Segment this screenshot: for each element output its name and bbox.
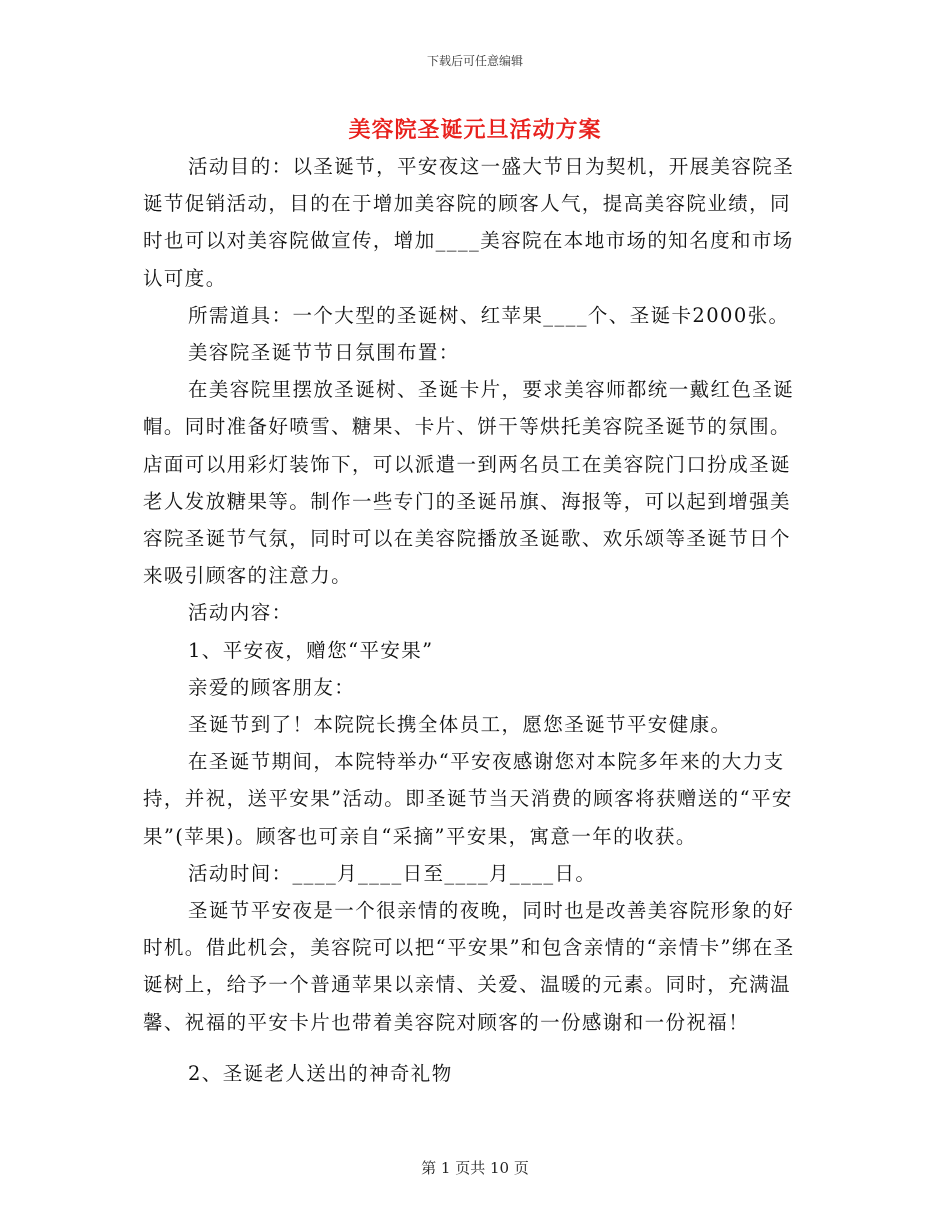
paragraph-wish: 圣诞节到了！本院院长携全体员工，愿您圣诞节平安健康。	[188, 713, 732, 737]
document-body	[143, 148, 807, 1092]
paragraph-purpose: 活动目的：以圣诞节，平安夜这一盛大节日为契机，开展美容院圣诞节促销活动，目的在于增加美容院的顾客人气，提高美容院业绩，同时也可以对美容院做宣传，增加____美容院在本地市场的知名度和市场认可度。	[143, 155, 795, 290]
paragraph-decor-heading: 美容院圣诞节节日氛围布置：	[188, 341, 460, 365]
page-footer: 第 1 页共 10 页	[421, 1159, 529, 1177]
paragraph-section-1: 1、平安夜，赠您“平安果”	[188, 638, 434, 662]
paragraph-content-heading: 活动内容：	[188, 601, 293, 625]
paragraph-section-2: 2、圣诞老人送出的神奇礼物	[188, 1061, 453, 1085]
paragraph-greeting: 亲爱的顾客朋友：	[188, 675, 356, 699]
document-title: 美容院圣诞元旦活动方案	[348, 117, 602, 143]
paragraph-decor: 在美容院里摆放圣诞树、圣诞卡片，要求美容师都统一戴红色圣诞帽。同时准备好喷雪、糖果、卡片、饼干等烘托美容院圣诞节的氛围。店面可以用彩灯装饰下，可以派遣一到两名员工在美容院门口扮成圣诞老人发放糖果等。制作一些专门的圣诞吊旗、海报等，可以起到增强美容院圣诞节气氛，同时可以在美容院播放圣诞歌、欢乐颂等圣诞节日个来吸引顾客的注意力。	[143, 378, 795, 588]
paragraph-christmas-eve: 圣诞节平安夜是一个很亲情的夜晚，同时也是改善美容院形象的好时机。借此机会，美容院可以把“平安果”和包含亲情的“亲情卡”绑在圣诞树上，给予一个普通苹果以亲情、关爱、温暖的元素。同时，充满温馨、祝福的平安卡片也带着美容院对顾客的一份感谢和一份祝福！	[143, 899, 795, 1034]
page-header: 下载后可任意编辑	[426, 54, 523, 68]
paragraph-event: 在圣诞节期间，本院特举办“平安夜感谢您对本院多年来的大力支持，并祝，送平安果”活动。即圣诞节当天消费的顾客将获赠送的“平安果”(苹果)。顾客也可亲自“采摘”平安果，寓意一年的收获。	[143, 750, 793, 848]
paragraph-props: 所需道具：一个大型的圣诞树、红苹果____个、圣诞卡2000张。	[188, 303, 790, 327]
paragraph-time: 活动时间：____月____日至____月____日。	[188, 861, 597, 885]
